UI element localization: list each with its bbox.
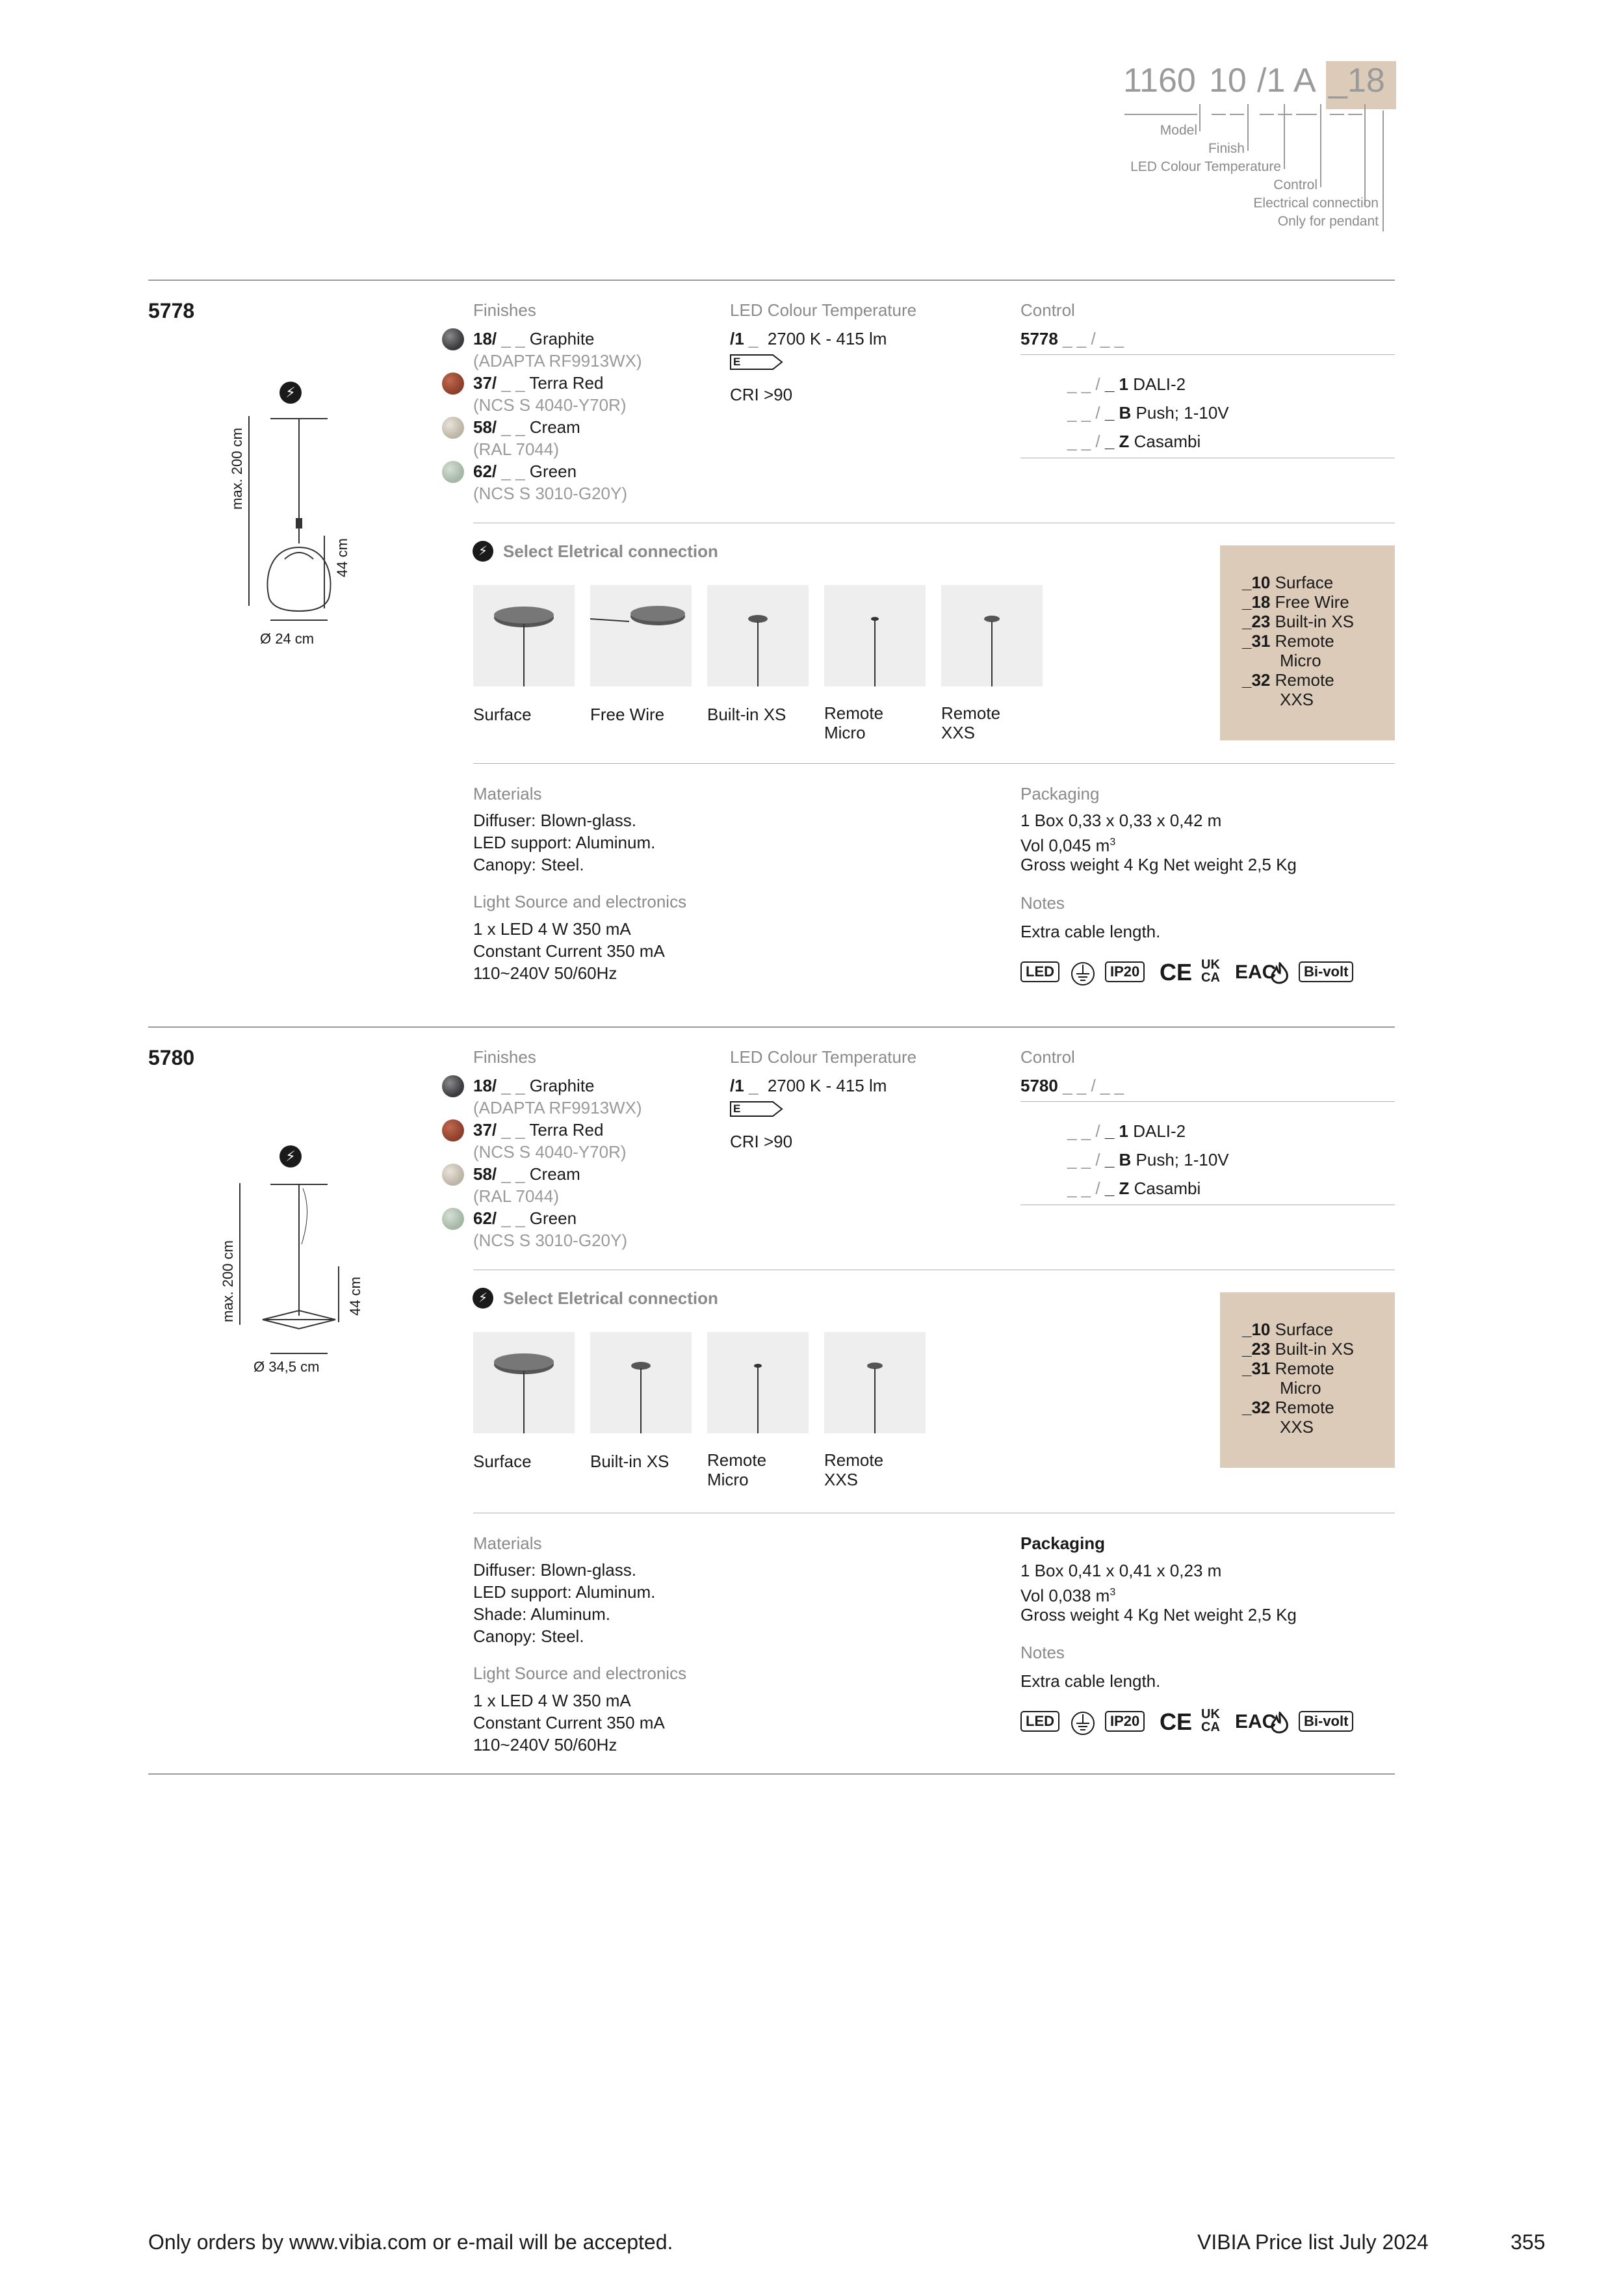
materials-line: Diffuser: Blown-glass. [473,811,636,830]
light-source-line: 1 x LED 4 W 350 mA [473,1691,631,1710]
remote-micro-image [824,585,926,686]
finish-row [473,372,603,394]
connection-code-row: _32 Remote XXS [1242,1398,1334,1437]
connection-codes-panel [1220,545,1395,740]
legend-label-electrical: Electrical connection [1253,196,1379,211]
bolt-icon: ⚡ [473,1288,493,1309]
built-in-xs-image [590,1332,692,1433]
finish-name: Green [529,1208,577,1228]
notes-text: Extra cable length. [1020,922,1161,941]
swatch-cream [442,1164,464,1186]
control-code: _ 1 [1104,374,1128,394]
light-source-title: Light Source and electronics [473,1663,687,1683]
ip20-cert-icon: IP20 [1105,961,1145,982]
led-blank: _ [748,1076,759,1095]
control-prefix: _ _ / [1067,1150,1100,1169]
control-code: _ 1 [1104,1121,1128,1141]
swatch-green [442,1208,464,1230]
control-row [1067,373,1186,395]
finish-ref: (RAL 7044) [473,1186,559,1206]
connection-code-row: _18 Free Wire [1242,592,1349,612]
packaging-title: Packaging [1020,1533,1106,1553]
finish-code: 58/ [473,1164,497,1184]
lamp-height-dimension [321,534,328,610]
height-dimension-line [237,1182,243,1326]
led-value: 2700 K - 415 lm [767,1076,887,1095]
finish-ref: (ADAPTA RF9913WX) [473,351,642,371]
divider [148,1773,1395,1775]
ukca-mark-icon: UK CA [1201,1707,1220,1734]
connection-option-surface[interactable] [473,585,575,686]
control-code: _ Z [1104,432,1130,451]
legend-code-connection: _18 [1329,62,1385,99]
connection-option-built-in-xs[interactable] [590,1332,692,1433]
legend-label-control: Control [1273,177,1318,192]
connection-label: Remote Micro [707,1450,767,1489]
finish-blank: _ _ [501,329,525,348]
control-divider [1020,1101,1395,1102]
finish-name: Graphite [529,1076,595,1095]
select-connection-title: Select Eletrical connection [503,541,718,561]
lamp-height-dimension [335,1265,342,1324]
free-wire-canopy-image [590,585,692,686]
height-label: max. 200 cm [220,1240,236,1322]
control-header [1020,1075,1124,1097]
energy-class-label: E [733,356,741,368]
control-title: Control [1020,300,1075,320]
diameter-label: Ø 34,5 cm [253,1359,320,1375]
led-row [730,1075,887,1097]
connection-label: Remote Micro [824,703,884,742]
connection-code-row: _32 Remote XXS [1242,670,1334,709]
finishes-title: Finishes [473,300,536,320]
legend-code-model: 1160 [1123,62,1196,99]
eac-mark-icon: EAC [1235,961,1277,983]
materials-line: LED support: Aluminum. [473,833,656,852]
led-row [730,328,887,350]
control-model: 5778 [1020,329,1058,348]
control-code: _ Z [1104,1179,1130,1198]
materials-line: Shade: Aluminum. [473,1604,611,1624]
bolt-icon: ⚡ [473,541,493,562]
select-connection-title: Select Eletrical connection [503,1288,718,1308]
led-cert-icon: LED [1020,1711,1059,1732]
built-in-xs-image [707,585,809,686]
connection-label: Remote XXS [941,703,1001,742]
control-prefix: _ _ / [1067,432,1100,451]
finish-ref: (NCS S 3010-G20Y) [473,484,627,503]
connection-option-free-wire[interactable] [590,585,692,686]
control-divider [1020,354,1395,355]
divider [148,1026,1395,1028]
packaging-volume: Vol 0,038 $m^3$ [1020,1585,1116,1606]
energy-class-label: E [733,1102,741,1115]
legend-label-finish: Finish [1208,141,1245,156]
finish-blank: _ _ [501,1164,525,1184]
finish-row [473,460,577,482]
packaging-title: Packaging [1020,784,1100,803]
bivolt-cert-icon: Bi-volt [1299,961,1353,982]
finish-row [473,328,595,350]
connection-codes-panel [1220,1292,1395,1468]
height-label: max. 200 cm [229,428,245,510]
light-source-line: 1 x LED 4 W 350 mA [473,919,631,939]
earth-symbol-icon [1070,1710,1096,1736]
materials-line: LED support: Aluminum. [473,1582,656,1602]
finish-name: Terra Red [529,1120,604,1140]
finish-code: 58/ [473,417,497,437]
ip20-cert-icon: IP20 [1105,1711,1145,1732]
ce-mark-icon: CE [1160,1708,1193,1735]
finish-blank: _ _ [501,462,525,481]
control-title: Control [1020,1047,1075,1067]
finish-name: Cream [529,1164,580,1184]
cri-value: CRI >90 [730,385,793,404]
swatch-terra-red [442,372,464,395]
connection-option-built-in-xs[interactable] [707,585,809,686]
swatch-green [442,461,464,483]
lamp-height-label: 44 cm [334,538,350,577]
finish-ref: (ADAPTA RF9913WX) [473,1098,642,1117]
eac-mark-icon: EAC [1235,1711,1277,1732]
control-name: Casambi [1134,432,1201,451]
materials-title: Materials [473,784,542,803]
finish-name: Terra Red [529,373,604,393]
finish-row [473,416,580,438]
light-source-line: Constant Current 350 mA [473,1713,665,1732]
finish-name: Cream [529,417,580,437]
light-source-line: Constant Current 350 mA [473,941,665,961]
connection-label: Surface [473,1452,532,1471]
earth-symbol-icon [1070,961,1096,987]
surface-canopy-image [473,1332,575,1433]
height-dimension-line [246,413,252,608]
control-suffix: _ _ / _ _ [1063,1076,1124,1095]
led-cert-icon: LED [1020,961,1059,982]
control-name: Push; 1-10V [1136,1150,1229,1169]
connection-code-row: _23 Built-in XS [1242,1339,1355,1359]
control-name: DALI-2 [1133,374,1186,394]
finish-ref: (RAL 7044) [473,439,559,459]
control-code: _ B [1104,1150,1132,1169]
connection-option-remote-micro[interactable] [707,1332,809,1433]
light-source-line: 110~240V 50/60Hz [473,963,617,983]
finish-code: 37/ [473,1120,497,1140]
remote-micro-image [707,1332,809,1433]
control-suffix: _ _ / _ _ [1063,329,1124,348]
light-source-line: 110~240V 50/60Hz [473,1735,617,1755]
finish-blank: _ _ [501,373,525,393]
led-title: LED Colour Temperature [730,1047,917,1067]
packaging-weight: Gross weight 4 Kg Net weight 2,5 Kg [1020,1605,1297,1624]
connection-code-row: _31 Remote Micro [1242,631,1334,670]
control-name: Casambi [1134,1179,1201,1198]
connection-label: Free Wire [590,705,665,724]
control-prefix: _ _ / [1067,1121,1100,1141]
notes-text: Extra cable length. [1020,1671,1161,1691]
connection-label: Built-in XS [590,1452,669,1471]
bolt-icon: ⚡ [279,382,302,404]
control-row [1067,1120,1186,1142]
packaging-box: 1 Box 0,33 x 0,33 x 0,42 m [1020,811,1222,830]
led-code: /1 [730,329,744,348]
connection-option-surface[interactable] [473,1332,575,1433]
finish-name: Graphite [529,329,595,348]
connection-label: Surface [473,705,532,724]
finish-code: 37/ [473,373,497,393]
legend-code-led: /1 [1257,62,1286,99]
control-code: _ B [1104,403,1132,423]
finish-ref: (NCS S 4040-Y70R) [473,1142,627,1162]
connection-option-remote-xxs[interactable] [824,1332,926,1433]
legend-label-model: Model [1160,123,1197,138]
control-row [1067,1149,1229,1171]
footer-brand: VIBIA Price list July 2024 [1197,2230,1429,2254]
swatch-terra-red [442,1119,464,1141]
finish-code: 62/ [473,1208,497,1228]
cri-value: CRI >90 [730,1132,793,1151]
divider [148,280,1395,281]
diameter-label: Ø 24 cm [260,631,315,647]
control-prefix: _ _ / [1067,1179,1100,1198]
connection-code-row: _31 Remote Micro [1242,1359,1334,1398]
connection-code-row: _10 Surface [1242,573,1334,592]
finish-code: 18/ [473,329,497,348]
notes-title: Notes [1020,1643,1065,1662]
swatch-cream [442,417,464,439]
pendant-lamp-drawing [247,408,351,629]
section-divider [473,763,1395,764]
packaging-box: 1 Box 0,41 x 0,41 x 0,23 m [1020,1561,1222,1580]
control-name: Push; 1-10V [1136,403,1229,423]
control-name: DALI-2 [1133,1121,1186,1141]
finishes-title: Finishes [473,1047,536,1067]
materials-line: Canopy: Steel. [473,1626,584,1646]
finish-name: Green [529,462,577,481]
finish-row [473,1163,580,1185]
materials-line: Canopy: Steel. [473,855,584,874]
packaging-volume: Vol 0,045 $m^3$ [1020,835,1116,855]
control-header [1020,328,1124,350]
finish-ref: (NCS S 4040-Y70R) [473,395,627,415]
connection-option-remote-xxs[interactable] [941,585,1043,686]
connection-label: Built-in XS [707,705,786,724]
finish-row [473,1075,595,1097]
legend-label-led: LED Colour Temperature [1130,159,1281,174]
finish-code: 62/ [473,462,497,481]
flame-mark-icon [1270,1712,1290,1734]
led-blank: _ [748,329,759,348]
finish-blank: _ _ [501,1120,525,1140]
control-row [1067,430,1201,452]
finish-blank: _ _ [501,1208,525,1228]
finish-row [473,1119,603,1141]
led-title: LED Colour Temperature [730,300,917,320]
materials-line: Diffuser: Blown-glass. [473,1560,636,1580]
notes-title: Notes [1020,893,1065,913]
ukca-mark-icon: UK CA [1201,958,1220,985]
finish-code: 18/ [473,1076,497,1095]
swatch-graphite [442,328,464,350]
legend-code-finish: 10 [1209,62,1247,99]
remote-xxs-image [941,585,1043,686]
remote-xxs-image [824,1332,926,1433]
legend-code-control: A [1293,62,1316,99]
control-prefix: _ _ / [1067,374,1100,394]
finish-row [473,1207,577,1229]
swatch-graphite [442,1075,464,1097]
model-number: 5778 [148,299,195,322]
control-row [1067,402,1229,424]
connection-label: Remote XXS [824,1450,884,1489]
bivolt-cert-icon: Bi-volt [1299,1711,1353,1732]
control-prefix: _ _ / [1067,403,1100,423]
surface-canopy-image [473,585,575,686]
finish-ref: (NCS S 3010-G20Y) [473,1231,627,1250]
control-model: 5780 [1020,1076,1058,1095]
connection-code-row: _10 Surface [1242,1320,1334,1339]
led-code: /1 [730,1076,744,1095]
connection-option-remote-micro[interactable] [824,585,926,686]
finish-blank: _ _ [501,417,525,437]
order-note: Only orders by www.vibia.com or e-mail will be accepted. [148,2230,673,2254]
connection-code-row: _23 Built-in XS [1242,612,1355,631]
control-row [1067,1177,1201,1199]
light-source-title: Light Source and electronics [473,892,687,911]
led-value: 2700 K - 415 lm [767,329,887,348]
packaging-weight: Gross weight 4 Kg Net weight 2,5 Kg [1020,855,1297,874]
lamp-height-label: 44 cm [347,1277,363,1316]
page-number: 355 [1511,2230,1546,2254]
ce-mark-icon: CE [1160,959,1193,985]
model-number: 5780 [148,1046,195,1069]
bolt-icon: ⚡ [279,1145,302,1168]
materials-title: Materials [473,1533,542,1553]
flame-mark-icon [1270,962,1290,984]
legend-label-pendant: Only for pendant [1277,214,1379,229]
finish-blank: _ _ [501,1076,525,1095]
